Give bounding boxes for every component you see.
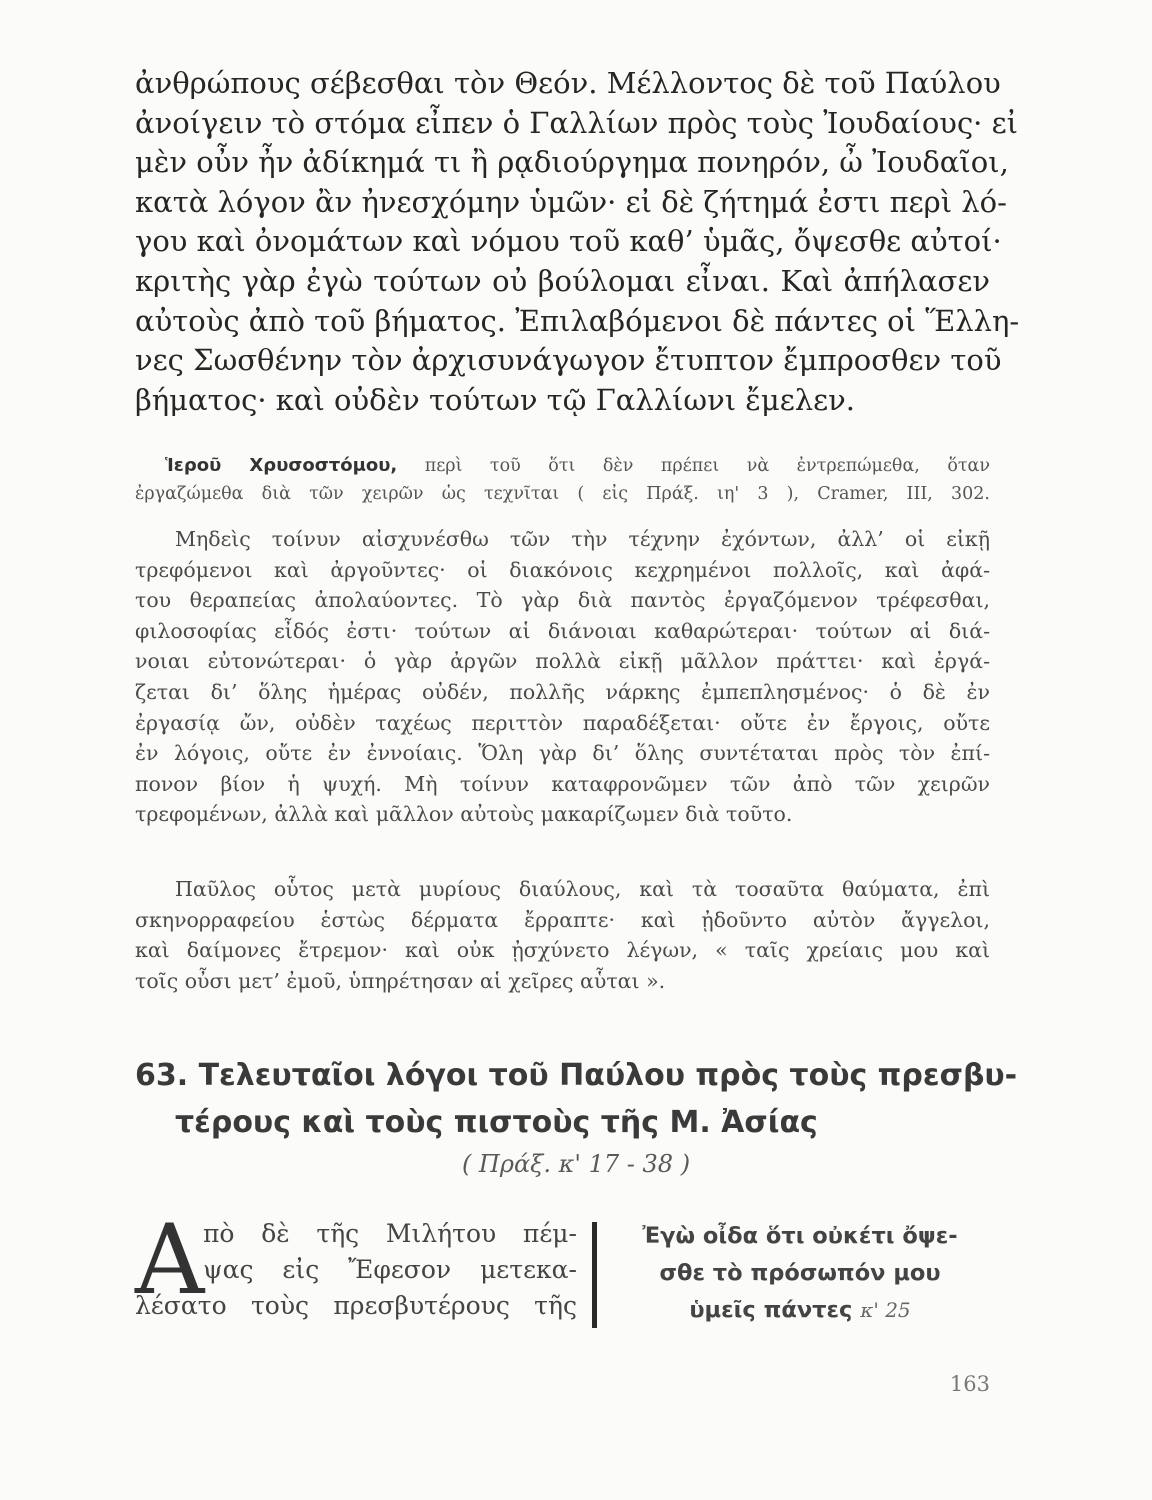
scripture-reference: ( Πράξ. κ' 17 - 38 ) [461,1150,691,1178]
paragraph-paul-text [135,874,990,996]
text-line: ζεται δι’ ὅλης ἡμέρας οὐδέν, πολλῆς νάρκης ἐμπεπλησμένος· ὁ δὲ ἐν [135,679,990,704]
quote-line [620,1292,980,1329]
left-column-text [135,1216,577,1324]
text-line: ἀνοίγειν τὸ στόμα εἶπεν ὁ Γαλλίων πρὸς τοὺς Ἰουδαίους· εἰ [135,105,1019,140]
text-line: πὸ δὲ τῆς Μιλήτου πέμ- [203,1219,577,1248]
citation-text: περὶ τοῦ ὅτι δὲν πρέπει νὰ ἐντρεπώμεθα, ὅταν [397,456,991,476]
text-line: γου καὶ ὀνομάτων καὶ νόμου τοῦ καθ’ ὑμᾶς, ὄψεσθε αὐτοί· [135,224,1002,259]
quote-line: Ἐγὼ οἶδα ὅτι οὐκέτι ὄψε- [642,1223,958,1249]
column-divider [592,1222,597,1328]
text-line: κριτὴς γὰρ ἐγὼ τούτων οὐ βούλομαι εἶναι. Καὶ ἀπήλασεν [135,263,990,298]
citation-note [135,452,990,508]
text-line: κατὰ λόγον ἂν ἠνεσχόμην ὑμῶν· εἰ δὲ ζήτημά ἐστι περὶ λό- [135,184,1007,219]
section-heading [135,1052,1018,1146]
drop-cap: Α [135,1204,205,1316]
quote-text: ὑμεῖς πάντες [689,1297,853,1323]
text-line: Μηδεὶς τοίνυν αἰσχυνέσθω τῶν τὴν τέχνην ἐχόντων, ἀλλ’ οἱ εἰκῇ [175,527,990,551]
quote-reference: κ' 25 [860,1298,911,1322]
text-line: βήματος· καὶ οὐδὲν τούτων τῷ Γαλλίωνι ἔμελεν. [135,382,855,417]
text-line: νες Σωσθένην τὸν ἀρχισυνάγωγον ἔτυπτον ἔμπροσθεν τοῦ [135,343,1002,378]
text-line: νοιαι εὐτονώτεραι· ὁ γὰρ ἀργῶν πολλὰ εἰκῇ μᾶλλον πράττει· καὶ ἐργά- [135,649,990,674]
text-line: λέσατο τοὺς πρεσβυτέρους τῆς [135,1291,577,1320]
heading-line: τέρους καὶ τοὺς πιστοὺς τῆς Μ. Ἀσίας [175,1105,818,1140]
text-line: πονον βίον ἡ ψυχή. Μὴ τοίνυν καταφρονῶμεν τῶν ἀπὸ τῶν χειρῶν [135,771,990,796]
text-line: μὲν οὖν ἦν ἀδίκημά τι ἢ ρᾳδιούργημα πονηρόν, ὦ Ἰουδαῖοι, [135,145,1009,180]
citation-author: Ἱεροῦ Χρυσοστόμου, [165,455,398,476]
text-line: αὐτοὺς ἀπὸ τοῦ βήματος. Ἐπιλαβόμενοι δὲ πάντες οἱ Ἕλλη- [135,303,1020,338]
right-column-quote [620,1218,980,1329]
text-line: ἐργασίᾳ ὤν, οὐδὲν ταχέως περιττὸν παραδέξεται· οὔτε ἐν ἔργοις, οὔτε [135,710,990,735]
text-line: τρεφομένων, ἀλλὰ καὶ μᾶλλον αὐτοὺς μακαρίζωμεν διὰ τοῦτο. [135,802,793,827]
citation-line: ἐργαζώμεθα διὰ τῶν χειρῶν ὡς τεχνῖται ( εἰς Πράξ. ιη' 3 ), Cramer, III, 302. [135,484,990,504]
text-line: φιλοσοφίας εἶδός ἐστι· τούτων αἱ διάνοιαι καθαρώτεραι· τούτων αἱ διά- [135,618,990,643]
text-line: τρεφόμενοι καὶ ἀργοῦντες· οἱ διακόνοις κεχρημένοι πολλοῖς, καὶ ἀφά- [135,557,990,582]
citation-line [135,452,990,480]
text-line: ἐν λόγοις, οὔτε ἐν ἐννοίαις. Ὅλη γὰρ δι’ ὅλης συντέταται πρὸς τὸν ἐπί- [135,741,990,766]
quote-line: σθε τὸ πρόσωπόν μου [659,1260,941,1286]
page-number: 163 [949,1372,990,1396]
text-line: καὶ δαίμονες ἔτρεμον· καὶ οὐκ ᾐσχύνετο λέγων, « ταῖς χρείαις μου καὶ [135,938,990,963]
text-line: Παῦλος οὗτος μετὰ μυρίους διαύλους, καὶ τὰ τοσαῦτα θαύματα, ἐπὶ [175,877,990,901]
text-line: ἀνθρώπους σέβεσθαι τὸν Θεόν. Μέλλοντος δὲ τοῦ Παύλου [135,66,1001,100]
heading-line: 63. Τελευταῖοι λόγοι τοῦ Παύλου πρὸς τοὺς πρεσβυ- [135,1058,1018,1093]
paragraph-chrysostom-text [135,524,990,830]
text-line: σκηνορραφείου ἑστὼς δέρματα ἔρραπτε· καὶ ᾐδοῦντο αὐτὸν ἄγγελοι, [135,907,990,932]
text-line: τοῖς οὖσι μετ’ ἐμοῦ, ὑπηρέτησαν αἱ χεῖρες αὗται ». [135,968,666,993]
text-line: του θεραπείας ἀπολαύοντες. Τὸ γὰρ διὰ παντὸς ἐργαζόμενον τρέφεσθαι, [135,588,990,613]
paragraph-acts-text [135,64,1020,420]
text-line: ψας εἰς Ἔφεσον μετεκα- [203,1255,577,1284]
